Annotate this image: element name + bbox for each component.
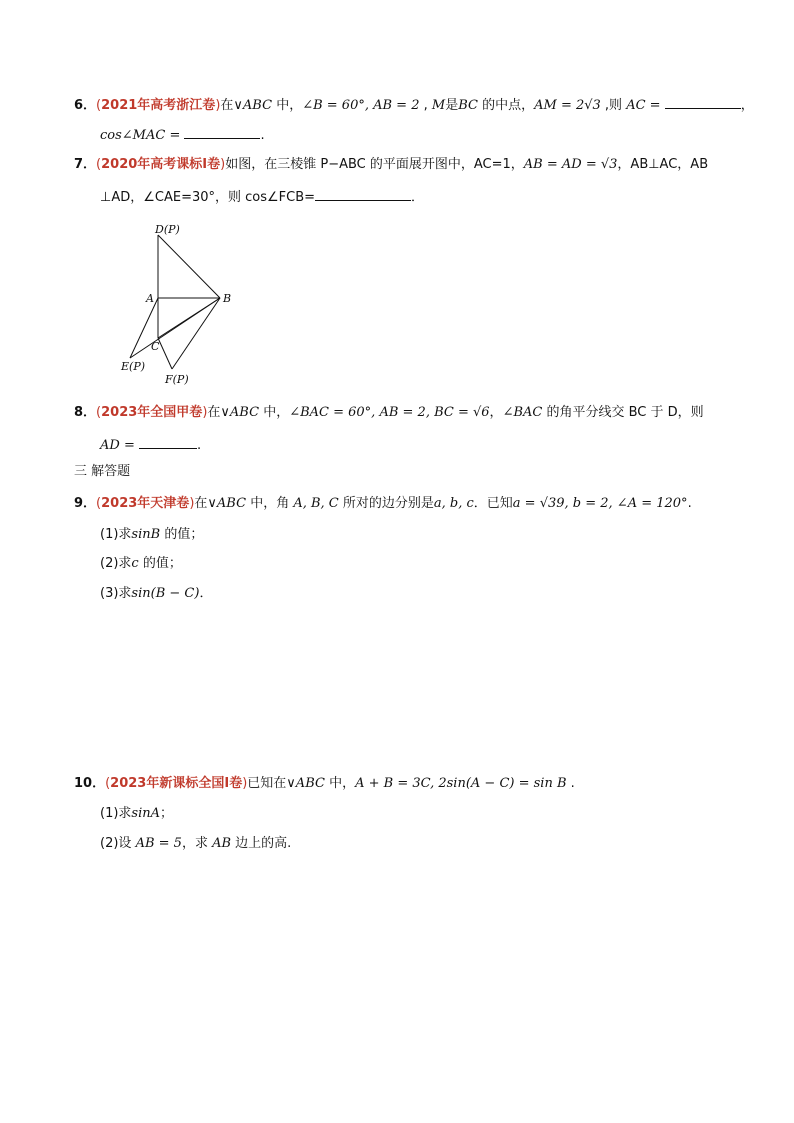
question-10-part-1: [100, 805, 173, 823]
question-9-part-2: [100, 555, 182, 573]
question-number: 8．: [74, 405, 97, 420]
question-6-line-1: [74, 95, 754, 115]
label-B: B: [223, 292, 232, 305]
question-text: 已知在: [247, 776, 287, 791]
label-D: D(P): [155, 223, 180, 236]
math-expression: AM = 2√3: [534, 98, 601, 113]
question-text: ,: [419, 98, 432, 113]
question-text: 在: [207, 405, 221, 420]
edge-FB: [172, 298, 220, 369]
question-text: 如图，在三棱锥 P−ABC 的平面展开图中，AC=1，: [225, 157, 524, 172]
math-expression: a = √39, b = 2, ∠A = 120°: [512, 496, 688, 511]
math-expression: cos∠MAC =: [100, 128, 181, 143]
question-text: .: [566, 776, 575, 791]
question-text: .: [687, 496, 692, 511]
source-paren-close: ): [220, 157, 226, 172]
source-paren-open: (: [96, 405, 102, 420]
math-expression: ∠BAC: [502, 405, 543, 420]
label-E: E(P): [121, 360, 146, 373]
question-text: ，: [740, 98, 754, 113]
math-expression: a, b, c: [433, 496, 474, 511]
part-text: 边上的高.: [231, 836, 292, 851]
question-10-line-1: [74, 775, 575, 793]
part-text: (1)求: [100, 806, 132, 821]
question-8-line-2: [100, 435, 201, 455]
answer-blank[interactable]: [184, 125, 260, 139]
math-expression: AC =: [626, 98, 661, 113]
question-source: 2020年高考课标Ⅰ卷: [101, 157, 221, 172]
part-text: 的值；: [160, 527, 204, 542]
question-text: 所对的边分别是: [338, 496, 434, 511]
math-expression: AB = AD = √3: [523, 157, 618, 172]
question-7-line-1: [74, 156, 708, 174]
math-expression: ∨ABC: [207, 496, 247, 511]
question-text: 中，: [324, 776, 356, 791]
math-expression: sin(B − C): [131, 586, 200, 601]
question-10-part-2: [100, 835, 291, 853]
math-expression: ∨ABC: [220, 405, 260, 420]
question-text: .: [196, 438, 202, 453]
math-expression: BC: [458, 98, 478, 113]
math-expression: AD =: [100, 438, 135, 453]
edge-CF: [158, 338, 172, 369]
question-source: 2023年全国甲卷: [101, 405, 203, 420]
question-text: 中，: [272, 98, 303, 113]
question-source: 2023年天津卷: [101, 496, 190, 511]
label-A: A: [146, 292, 154, 305]
part-text: ，求: [181, 836, 213, 851]
part-text: (1)求: [100, 527, 132, 542]
answer-blank[interactable]: [665, 95, 741, 109]
math-expression: c: [131, 556, 139, 571]
question-number: 9．: [74, 496, 97, 511]
source-paren-open: (: [96, 496, 102, 511]
math-expression: ∠BAC = 60°, AB = 2, BC = √6: [289, 405, 490, 420]
source-paren-open: (: [96, 98, 102, 113]
question-text: 在: [220, 98, 234, 113]
label-C: C: [151, 340, 160, 353]
label-F: F(P): [165, 373, 189, 386]
question-text: ，AB⊥AC，AB: [617, 157, 709, 172]
question-text: 的中点，: [477, 98, 535, 113]
source-paren-close: ): [202, 405, 208, 420]
math-expression: sinB: [131, 527, 161, 542]
question-number: 6．: [74, 98, 97, 113]
source-paren-close: ): [189, 496, 195, 511]
question-text: 在: [194, 496, 208, 511]
question-source: 2023年新课标全国Ⅰ卷: [110, 776, 243, 791]
question-text: 是: [445, 98, 459, 113]
question-9-part-1: [100, 526, 203, 544]
question-text: 中，: [259, 405, 290, 420]
math-expression: A + B = 3C, 2sin(A − C) = sin B: [355, 776, 567, 791]
net-figure: [115, 222, 245, 392]
question-text: 中，角: [246, 496, 294, 511]
question-text: 的角平分线交 BC 于 D，则: [542, 405, 704, 420]
question-text: ．已知: [473, 496, 513, 511]
question-text: .: [260, 128, 265, 143]
math-expression: ∨ABC: [233, 98, 273, 113]
source-paren-close: ): [242, 776, 248, 791]
part-text: 的值；: [138, 556, 182, 571]
section-heading: 三 解答题: [74, 464, 131, 479]
question-source: 2021年高考浙江卷: [101, 98, 216, 113]
question-text: ．: [411, 190, 425, 205]
part-text: (3)求: [100, 586, 132, 601]
question-9-line-1: [74, 495, 692, 513]
part-text: (2)设: [100, 836, 136, 851]
question-text: ,则: [600, 98, 627, 113]
math-expression: M: [431, 98, 446, 113]
question-7-line-2: [100, 187, 424, 207]
source-paren-open: (: [105, 776, 111, 791]
math-expression: sinA: [131, 806, 161, 821]
question-number: 10．: [74, 776, 106, 791]
question-8-line-1: [74, 404, 704, 422]
question-text: ⊥AD，∠CAE=30°，则 cos∠FCB=: [100, 190, 316, 205]
source-paren-open: (: [96, 157, 102, 172]
edge-DB: [158, 235, 220, 298]
math-expression: AB: [212, 836, 232, 851]
part-text: ．: [199, 586, 213, 601]
question-number: 7．: [74, 157, 97, 172]
math-expression: ∠B = 60°, AB = 2: [302, 98, 420, 113]
math-expression: ∨ABC: [286, 776, 325, 791]
source-paren-close: ): [215, 98, 221, 113]
math-expression: AB = 5: [135, 836, 182, 851]
part-text: (2)求: [100, 556, 132, 571]
answer-blank[interactable]: [315, 187, 411, 201]
question-9-part-3: [100, 585, 212, 603]
answer-blank[interactable]: [139, 435, 197, 449]
question-6-line-2: [100, 125, 265, 145]
question-text: ，: [489, 405, 503, 420]
part-text: ；: [160, 806, 174, 821]
math-expression: A, B, C: [293, 496, 339, 511]
